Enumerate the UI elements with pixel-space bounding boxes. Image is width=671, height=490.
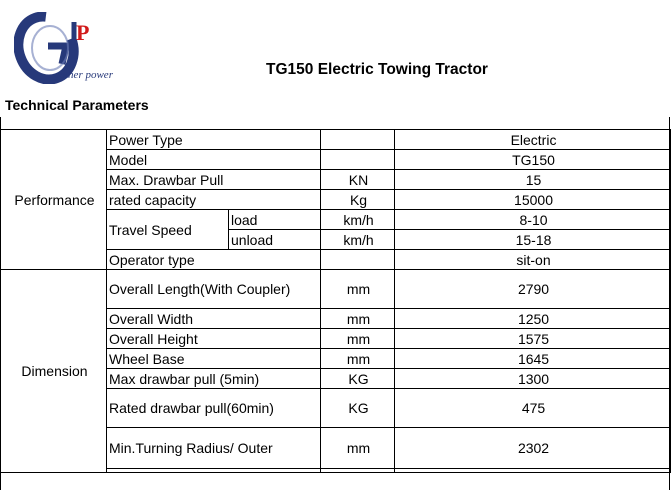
- section-heading: Technical Parameters: [5, 97, 149, 113]
- value-cell: 15-18: [395, 230, 671, 250]
- value-cell: 2790: [395, 270, 671, 309]
- category-dimension: Dimension: [1, 270, 107, 473]
- unit-cell: mm: [321, 428, 395, 469]
- unit-cell: mm: [321, 270, 395, 309]
- sub-param-cell: load: [229, 210, 321, 230]
- param-cell: Max. Drawbar Pull: [107, 170, 321, 190]
- value-cell: 1250: [395, 309, 671, 329]
- company-logo: [14, 12, 114, 84]
- sub-param-cell: unload: [229, 230, 321, 250]
- param-cell: Overall Length(With Coupler): [107, 270, 321, 309]
- unit-cell: KG: [321, 389, 395, 428]
- unit-cell: mm: [321, 349, 395, 369]
- category-performance: Performance: [1, 130, 107, 270]
- param-cell: [107, 469, 321, 473]
- unit-cell: [321, 469, 395, 473]
- value-cell: 15000: [395, 190, 671, 210]
- value-cell: 2302: [395, 428, 671, 469]
- param-cell: Power Type: [107, 130, 321, 150]
- unit-cell: km/h: [321, 210, 395, 230]
- unit-cell: Kg: [321, 190, 395, 210]
- value-cell: TG150: [395, 150, 671, 170]
- unit-cell: km/h: [321, 230, 395, 250]
- param-cell: Max drawbar pull (5min): [107, 369, 321, 389]
- table-row: [1, 270, 671, 309]
- value-cell: 15: [395, 170, 671, 190]
- unit-cell: [321, 150, 395, 170]
- param-cell: Overall Width: [107, 309, 321, 329]
- param-cell: Min.Turning Radius/ Outer: [107, 428, 321, 469]
- unit-cell: [321, 130, 395, 150]
- logo-letter-p: P: [76, 20, 90, 45]
- value-cell: Electric: [395, 130, 671, 150]
- table-row: [1, 130, 671, 150]
- unit-cell: KN: [321, 170, 395, 190]
- unit-cell: [321, 250, 395, 270]
- logo-tagline: gather power: [54, 69, 113, 81]
- value-cell: 1645: [395, 349, 671, 369]
- value-cell: 1300: [395, 369, 671, 389]
- param-cell: Wheel Base: [107, 349, 321, 369]
- unit-cell: mm: [321, 329, 395, 349]
- value-cell: 8-10: [395, 210, 671, 230]
- param-cell: Overall Height: [107, 329, 321, 349]
- param-cell: Rated drawbar pull(60min): [107, 389, 321, 428]
- unit-cell: KG: [321, 369, 395, 389]
- value-cell: 475: [395, 389, 671, 428]
- spec-table: [0, 129, 671, 473]
- value-cell: 1575: [395, 329, 671, 349]
- param-cell: Operator type: [107, 250, 321, 270]
- param-cell: Model: [107, 150, 321, 170]
- param-cell: rated capacity: [107, 190, 321, 210]
- value-cell: [395, 469, 671, 473]
- value-cell: sit-on: [395, 250, 671, 270]
- page-title: TG150 Electric Towing Tractor: [266, 61, 488, 78]
- param-cell: Travel Speed: [107, 210, 229, 250]
- unit-cell: mm: [321, 309, 395, 329]
